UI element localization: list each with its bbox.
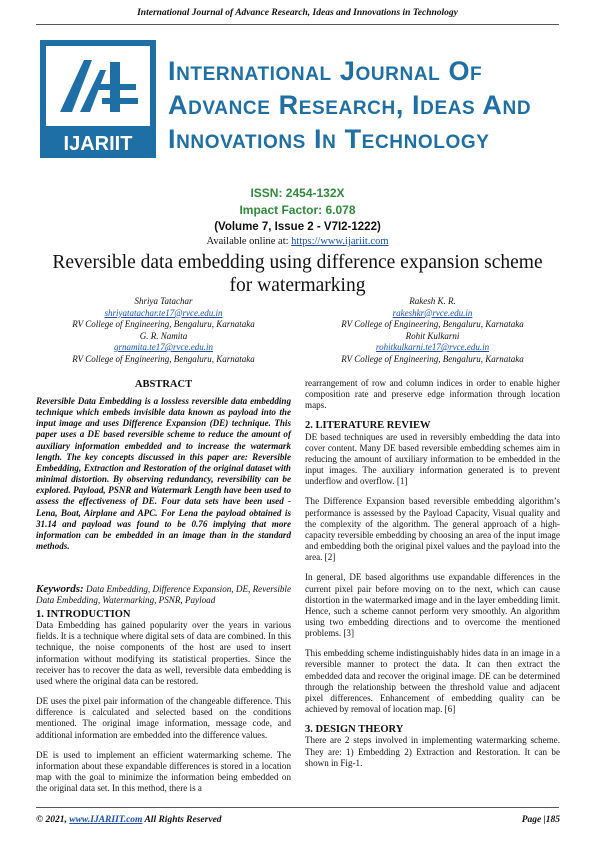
footer-site-link[interactable]: www.IJARIIT.com (69, 815, 143, 825)
header-rule (36, 24, 559, 25)
introduction-heading: 1. INTRODUCTION (36, 609, 131, 620)
available-online (0, 236, 595, 247)
keywords-text: Data Embedding, Difference Expansion, DE, Reversible Data Embedding, Watermarking, PSNR, Payload (36, 584, 291, 606)
page-number: Page |185 (521, 815, 560, 825)
author-affiliation: RV College of Engineering, Bengaluru, Karnataka (341, 353, 524, 364)
abstract-heading: ABSTRACT (134, 379, 193, 390)
paragraph: rearrangement of row and column indices in order to enable higher composition rate and preserve edge information through location maps. (305, 378, 560, 411)
volume-issue: (Volume 7, Issue 2 - V7I2-1222) (214, 221, 381, 233)
paragraph: DE is used to implement an efficient watermarking scheme. The information about these expandable differences is stored in a location map with the goal to minimize the information being embedded on the original data set. In this method, there is a (36, 749, 291, 794)
journal-title-line-2: Advance Research, Ideas And (168, 90, 532, 120)
author-email-link[interactable]: shriyatatachar.te17@rvce.edu.in (104, 307, 223, 318)
authors-left (36, 296, 291, 365)
author-affiliation: RV College of Engineering, Bengaluru, Karnataka (341, 319, 524, 329)
author-name: Rohit Kulkarni (405, 330, 460, 341)
literature-review-heading: 2. LITERATURE REVIEW (305, 420, 431, 432)
author-name: Rakesh K. R. (409, 296, 456, 306)
author-name: Shriya Tatachar (134, 296, 193, 306)
paragraph: DE based techniques are used in reversibly embedding the data into cover content. Many DE based reversible embedding schemes aim in reducing the amount of auxiliary information to be embedded in the input images. The auxiliary information generated is to prevent underflow and overflow. [1] (305, 431, 560, 487)
paragraph: DE uses the pixel pair information of the changeable difference. This difference is calculated and selected based on the conditions mentioned. The original image information, message code, and additional information are embedded into the difference values. (36, 696, 291, 740)
footer-rule (36, 807, 559, 808)
author-affiliation: RV College of Engineering, Bengaluru, Karnataka (72, 319, 255, 329)
impact-factor: Impact Factor: 6.078 (239, 203, 356, 217)
right-column (305, 378, 560, 769)
copyright-suffix: All Rights Reserved (142, 815, 222, 825)
author-name: G. R. Namita (139, 330, 188, 341)
paragraph: There are 2 steps involved in implementing watermarking scheme. They are: 1) Embedding 2) Extraction and Restoration. It can be shown in Fig-1. (305, 735, 560, 768)
journal-logo (40, 40, 156, 158)
author-email-link[interactable]: rakeshkr@rvce.edu.in (392, 307, 473, 318)
paragraph: The Difference Expansion based reversible embedding algorithm’s performance is assessed by the Payload Capacity, Visual quality and the complexity of the algorithm. The general approach of a high-capacity reversible embedding by choosing an area of the input image and embedding both the original pixel values and the payload into the area. [2] (305, 496, 560, 563)
author-email-link[interactable]: rohitkulkarni.te17@rvce.edu.in (375, 342, 490, 352)
journal-title-line-3: Innovations In Technology (168, 124, 490, 154)
journal-title-line-1: International Journal Of (168, 56, 483, 86)
author-affiliation: RV College of Engineering, Bengaluru, Karnataka (72, 353, 255, 364)
keywords (36, 584, 291, 606)
keywords-label: Keywords: (36, 583, 84, 595)
copyright-prefix: © 2021, (36, 815, 70, 825)
paragraph: This embedding scheme indistinguishably hides data in an image in a reversible manner to protect the data. It can then extract the embedded data and recover the original image. DE can be determined through the relationship between the threshold value and adjacent pixel differences. Enhancement of embedding quality can be achieved by removal of location map. [6] (305, 648, 560, 715)
available-label: Available online at: (206, 236, 292, 247)
issn: ISSN: 2454-132X (250, 186, 345, 200)
author-email-link[interactable]: grnamita.te17@rvce.edu.in (113, 342, 213, 352)
paper-title: Reversible data embedding using difference expansion scheme for watermarking (52, 252, 543, 296)
running-header: International Journal of Advance Research, Ideas and Innovations in Technology (137, 8, 458, 18)
footer-copyright (36, 815, 222, 825)
journal-url-link[interactable]: https://www.ijariit.com (291, 236, 389, 247)
abstract-body: Reversible Data Embedding is a lossless reversible data embedding technique which embeds invisible data known as payload into the input image and uses Difference Expansion (DE) technique. This paper uses a DE based reversible scheme to reduce the amount of auxiliary information embedded and to increase the watermark length. The key concepts discussed in this paper are: Reversible Embedding, Extraction and Restoration of the original dataset with minimal distortion. By observing redundancy, reversibility can be explored. Payload, PSNR and Watermark Length have been used to assess the effectiveness of DE. Four data sets have been used - Lena, Boat, Airplane and APC. For Lena the payload obtained is 31.14 and payload was found to be 0.76 implying that more information can be embedded in an image than in the standard methods. (36, 396, 291, 552)
introduction-section (36, 609, 291, 794)
paragraph: In general, DE based algorithms use expandable differences in the current pixel pair before moving on to the next, which can cause distortion in the watermarked image and in the layer embedding limit. Hence, such a scheme cannot perform very smoothly. An algorithm using two embedding directions and to overcome the mentioned problems. [3] (305, 572, 560, 639)
authors-right (305, 296, 560, 365)
paragraph: Data Embedding has gained popularity over the years in various fields. It is a technique where digital sets of data are combined. In this technique, the noise components of the host are used to insert information without modifying its statistical properties. Since the receiver has to recover the data as well, reversible data embedding is used where the original data can be restored. (36, 620, 291, 686)
logo-text: IJARIIT (63, 133, 133, 155)
design-theory-heading: 3. DESIGN THEORY (305, 724, 404, 736)
